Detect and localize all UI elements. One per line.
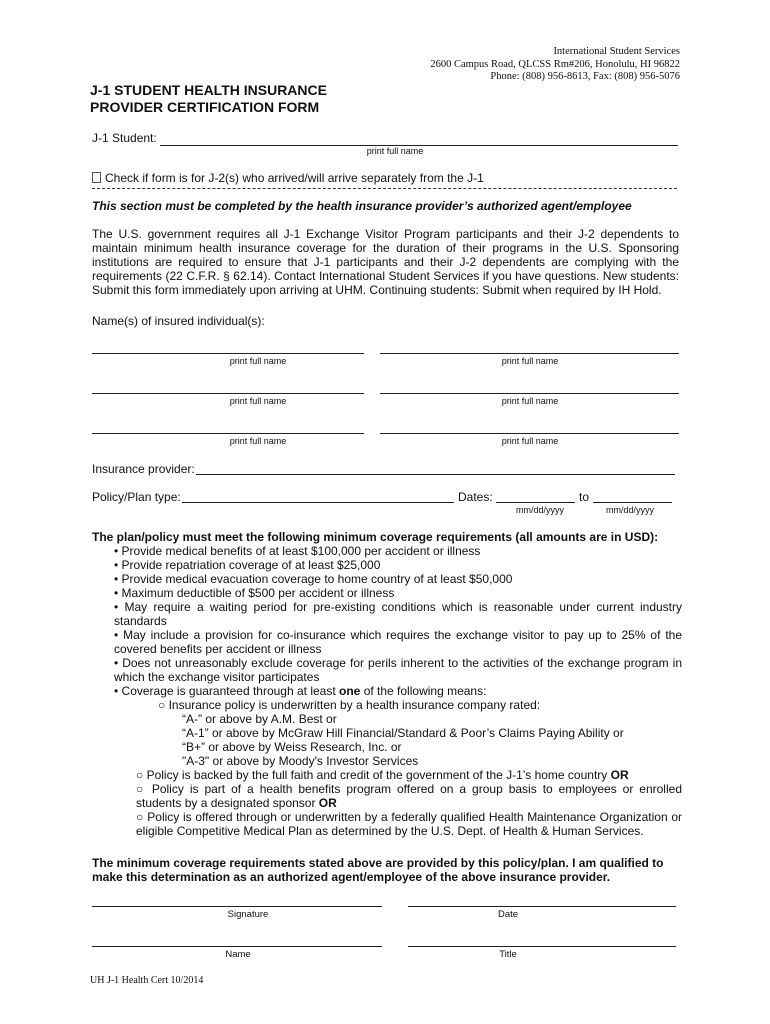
office-phone-fax: Phone: (808) 956-8613, Fax: (808) 956-5076 <box>490 71 680 82</box>
requirement-item: • Provide medical evacuation coverage to home country of at least $50,000 <box>114 572 513 586</box>
requirement-item: • Provide medical benefits of at least $100,000 per accident or illness <box>114 544 481 558</box>
j2-checkbox[interactable] <box>92 172 101 183</box>
date-from-field[interactable] <box>496 489 575 503</box>
insured-label: Name(s) of insured individual(s): <box>92 314 265 328</box>
office-address: 2600 Campus Road, QLCSS Rm#206, Honolulu, HI 96822 <box>430 58 680 70</box>
means-text: ○ Policy is offered through or underwritten by a federally qualified Health Maintenance Organization or eligible Competitive Medical Plan as determined by the U.S. Dept. of Health & Human Services. <box>136 810 682 838</box>
plan-type-label: Policy/Plan type: <box>92 490 181 504</box>
signature-field[interactable] <box>92 905 382 907</box>
student-name-field[interactable] <box>160 131 678 146</box>
date-label: Date <box>497 909 519 920</box>
provider-label: Insurance provider: <box>92 462 195 476</box>
coverage-requirements <box>92 530 682 838</box>
means-text: ○ Policy is backed by the full faith and credit of the government of the J-1’s home country <box>136 768 611 782</box>
requirement-text: • May include a provision for co-insurance which requires the exchange visitor to pay up to 25% of the covered benefits per accident or illness <box>114 628 682 656</box>
insured-hint-3: print full name <box>229 396 287 406</box>
signature-label: Signature <box>227 909 269 920</box>
insured-hint-2: print full name <box>501 356 559 366</box>
section-note: This section must be completed by the health insurance provider’s authorized agent/employee <box>92 199 632 213</box>
requirement-text: of the following means: <box>360 684 487 698</box>
certification-statement: The minimum coverage requirements stated above are provided by this policy/plan. I am qualified to make this determination as an authorized agent/employee of the above insurance provider. <box>92 856 664 884</box>
dates-label: Dates: <box>458 490 493 504</box>
means-text: ○ Policy is part of a health benefits program offered on a group basis to employees or enrolled students by a designated sponsor <box>136 782 682 810</box>
j2-check-label: Check if form is for J-2(s) who arrived/will arrive separately from the J-1 <box>105 171 484 185</box>
form-title <box>90 82 327 116</box>
form-title-line1: J-1 STUDENT HEALTH INSURANCE <box>90 82 327 98</box>
insured-hint-6: print full name <box>501 436 559 446</box>
name-field[interactable] <box>92 945 382 947</box>
requirement-emphasis: one <box>339 684 361 698</box>
student-name-hint: print full name <box>366 146 424 156</box>
insured-name-field-5[interactable] <box>92 420 364 434</box>
requirement-item: • Provide repatriation coverage of at least $25,000 <box>114 558 381 572</box>
date-to-hint: mm/dd/yyyy <box>605 505 654 515</box>
requirement-text: • May require a waiting period for pre-existing conditions which is reasonable under current industry standards <box>114 600 682 628</box>
insured-name-field-4[interactable] <box>380 380 679 394</box>
means-item <box>92 768 682 782</box>
date-to-field[interactable] <box>593 489 672 503</box>
insured-name-field-2[interactable] <box>380 340 679 354</box>
dates-to-label: to <box>579 490 590 504</box>
title-field[interactable] <box>408 945 676 947</box>
name-label: Name <box>225 949 251 960</box>
or-keyword: OR <box>610 768 629 782</box>
requirement-item <box>92 628 682 656</box>
rating-item: “B+” or above by Weiss Research, Inc. or <box>182 740 402 754</box>
or-keyword: OR <box>318 796 337 810</box>
student-label: J-1 Student: <box>92 131 157 145</box>
requirement-item: • Maximum deductible of $500 per accident or illness <box>114 586 395 600</box>
provider-field[interactable] <box>196 461 675 475</box>
means-item <box>92 810 682 838</box>
insured-hint-4: print full name <box>501 396 559 406</box>
intro-paragraph: The U.S. government requires all J-1 Exchange Visitor Program participants and their J-2 dependents to maintain minimum health insurance coverage for the duration of their programs in the U.S. Sponsoring institutions are required to ensure that J-1 participants and their J-2 dependents are complying with the requirements (22 C.F.R. § 62.14). Contact International Student Services if you have questions. New students: Submit this form immediately upon arriving at UHM. Continuing students: Submit when required by IH Hold. <box>92 227 679 297</box>
rating-item: "A-3" or above by Moody's Investor Services <box>182 754 419 768</box>
form-title-line2: PROVIDER CERTIFICATION FORM <box>90 99 320 115</box>
office-name: International Student Services <box>553 46 680 57</box>
insured-name-field-6[interactable] <box>380 420 679 434</box>
rating-item: “A-1” or above by McGraw Hill Financial/Standard & Poor’s Claims Paying Ability or <box>182 726 624 740</box>
insured-hint-1: print full name <box>229 356 287 366</box>
title-label: Title <box>499 949 517 960</box>
j2-check-row <box>92 171 484 185</box>
insured-name-field-1[interactable] <box>92 340 364 354</box>
coverage-heading: The plan/policy must meet the following minimum coverage requirements (all amounts are in USD): <box>92 530 659 544</box>
requirement-text: • Coverage is guaranteed through at least <box>114 684 340 698</box>
requirement-text: • Does not unreasonably exclude coverage for perils inherent to the activities of the exchange program in which the exchange visitor participates <box>114 656 682 684</box>
insured-name-field-3[interactable] <box>92 380 364 394</box>
means-item: ○ Insurance policy is underwritten by a health insurance company rated: <box>158 698 541 712</box>
means-item <box>92 782 682 810</box>
requirement-item <box>92 684 682 698</box>
requirement-item <box>92 600 682 628</box>
date-field[interactable] <box>408 905 676 907</box>
plan-type-field[interactable] <box>182 489 454 503</box>
date-from-hint: mm/dd/yyyy <box>515 505 564 515</box>
office-address-block <box>420 46 680 84</box>
form-version-footer: UH J-1 Health Cert 10/2014 <box>90 975 204 986</box>
insured-hint-5: print full name <box>229 436 287 446</box>
requirement-item <box>92 656 682 684</box>
section-divider <box>92 188 677 189</box>
rating-item: “A-” or above by A.M. Best or <box>182 712 337 726</box>
